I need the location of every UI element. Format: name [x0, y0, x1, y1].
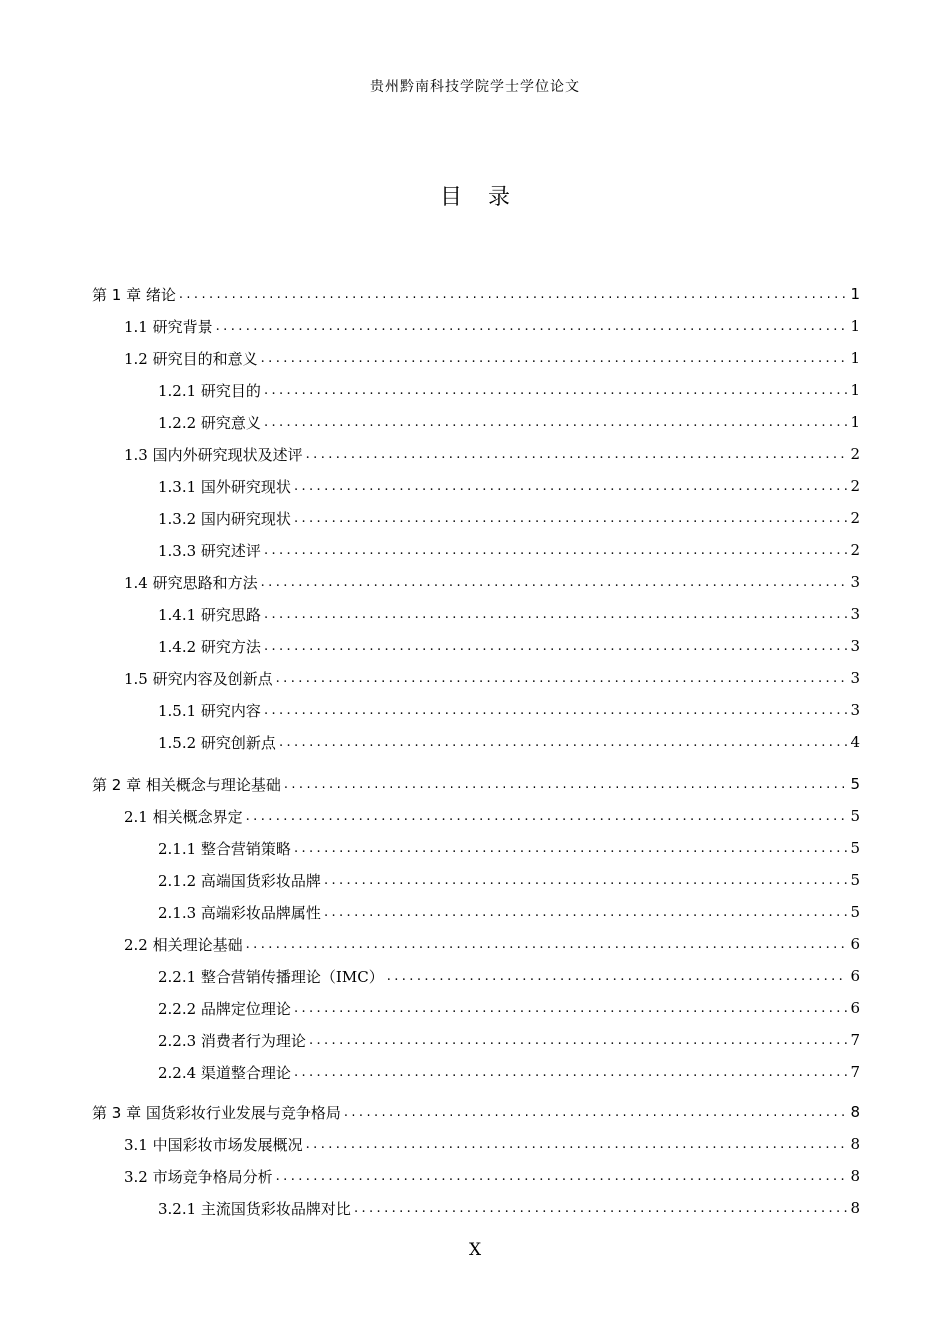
- toc-chapter-entry[interactable]: [92, 769, 860, 799]
- toc-entry-label: 1.4 研究思路和方法: [124, 573, 258, 592]
- toc-chapter-entry[interactable]: [92, 1097, 860, 1127]
- toc-section-entry[interactable]: [158, 961, 860, 991]
- toc-entry-label: 3.2.1 主流国货彩妆品牌对比: [158, 1199, 351, 1218]
- toc-entry-label: 2.1.3 高端彩妆品牌属性: [158, 903, 321, 922]
- toc-entry-label: 2.2 相关理论基础: [124, 935, 243, 954]
- toc-dot-leader: [264, 607, 848, 622]
- toc-dot-leader: [276, 671, 848, 686]
- toc-entry-label: 1.2.1 研究目的: [158, 381, 261, 400]
- toc-dot-leader: [264, 543, 848, 558]
- toc-entry-page-number: 2: [850, 509, 860, 527]
- toc-entry-label: 1.1 研究背景: [124, 317, 213, 336]
- toc-section-entry[interactable]: [124, 343, 860, 373]
- toc-entry-page-number: 2: [850, 541, 860, 559]
- toc-entry-label: 3.1 中国彩妆市场发展概况: [124, 1135, 303, 1154]
- toc-entry-label: 2.1 相关概念界定: [124, 807, 243, 826]
- toc-entry-label: 第 2 章 相关概念与理论基础: [92, 775, 281, 794]
- toc-entry-page-number: 5: [850, 775, 860, 793]
- toc-entry-page-number: 8: [850, 1135, 860, 1153]
- toc-entry-page-number: 3: [850, 637, 860, 655]
- toc-entry-page-number: 4: [850, 733, 860, 751]
- toc-section-entry[interactable]: [124, 663, 860, 693]
- toc-dot-leader: [294, 1001, 848, 1016]
- toc-section-entry[interactable]: [158, 375, 860, 405]
- toc-entry-label: 1.4.2 研究方法: [158, 637, 261, 656]
- toc-section-entry[interactable]: [124, 929, 860, 959]
- toc-dot-leader: [294, 841, 848, 856]
- toc-entry-page-number: 7: [850, 1031, 860, 1049]
- toc-entry-label: 第 1 章 绪论: [92, 285, 176, 304]
- toc-dot-leader: [294, 511, 848, 526]
- toc-section-entry[interactable]: [124, 439, 860, 469]
- toc-entry-label: 2.1.2 高端国货彩妆品牌: [158, 871, 321, 890]
- toc-entry-label: 1.5.2 研究创新点: [158, 733, 276, 752]
- toc-section-entry[interactable]: [124, 567, 860, 597]
- toc-section-entry[interactable]: [124, 311, 860, 341]
- toc-section-entry[interactable]: [158, 631, 860, 661]
- toc-entry-page-number: 1: [850, 285, 860, 303]
- toc-dot-leader: [264, 415, 848, 430]
- toc-section-entry[interactable]: [158, 993, 860, 1023]
- toc-entry-page-number: 1: [850, 413, 860, 431]
- toc-entry-page-number: 6: [850, 967, 860, 985]
- toc-entry-label: 第 3 章 国货彩妆行业发展与竞争格局: [92, 1103, 341, 1122]
- toc-dot-leader: [306, 1137, 848, 1152]
- toc-entry-label: 2.1.1 整合营销策略: [158, 839, 291, 858]
- toc-dot-leader: [246, 937, 848, 952]
- toc-section-entry[interactable]: [158, 535, 860, 565]
- toc-entry-label: 2.2.2 品牌定位理论: [158, 999, 291, 1018]
- toc-entry-page-number: 5: [850, 871, 860, 889]
- toc-dot-leader: [309, 1033, 848, 1048]
- toc-dot-leader: [246, 809, 848, 824]
- toc-entry-page-number: 6: [850, 935, 860, 953]
- toc-dot-leader: [344, 1105, 848, 1120]
- toc-entry-page-number: 8: [850, 1167, 860, 1185]
- toc-section-entry[interactable]: [124, 1129, 860, 1159]
- toc-dot-leader: [284, 777, 848, 792]
- toc-entry-page-number: 8: [850, 1103, 860, 1121]
- toc-entry-label: 1.5 研究内容及创新点: [124, 669, 273, 688]
- toc-dot-leader: [306, 447, 848, 462]
- toc-entry-page-number: 1: [850, 349, 860, 367]
- toc-section-entry[interactable]: [158, 1057, 860, 1087]
- toc-entry-label: 1.2 研究目的和意义: [124, 349, 258, 368]
- toc-section-entry[interactable]: [158, 471, 860, 501]
- toc-entry-label: 1.3.1 国外研究现状: [158, 477, 291, 496]
- toc-dot-leader: [179, 287, 848, 302]
- toc-dot-leader: [261, 575, 848, 590]
- toc-entry-label: 1.2.2 研究意义: [158, 413, 261, 432]
- toc-entry-page-number: 3: [850, 701, 860, 719]
- toc-dot-leader: [216, 319, 848, 334]
- toc-dot-leader: [294, 1065, 848, 1080]
- toc-section-entry[interactable]: [158, 1025, 860, 1055]
- toc-entry-page-number: 7: [850, 1063, 860, 1081]
- toc-section-entry[interactable]: [158, 897, 860, 927]
- toc-chapter-entry[interactable]: [92, 279, 860, 309]
- toc-section-entry[interactable]: [158, 695, 860, 725]
- toc-dot-leader: [264, 383, 848, 398]
- toc-entry-label: 2.2.1 整合营销传播理论（IMC）: [158, 967, 384, 986]
- toc-section-entry[interactable]: [124, 801, 860, 831]
- toc-section-entry[interactable]: [124, 1161, 860, 1191]
- toc-entry-page-number: 5: [850, 839, 860, 857]
- toc-entry-page-number: 3: [850, 605, 860, 623]
- toc-entry-label: 2.2.3 消费者行为理论: [158, 1031, 306, 1050]
- toc-entry-label: 1.3 国内外研究现状及述评: [124, 445, 303, 464]
- toc-section-entry[interactable]: [158, 865, 860, 895]
- toc-entry-label: 2.2.4 渠道整合理论: [158, 1063, 291, 1082]
- toc-entry-page-number: 5: [850, 807, 860, 825]
- toc-section-entry[interactable]: [158, 833, 860, 863]
- toc-entry-page-number: 3: [850, 669, 860, 687]
- toc-dot-leader: [354, 1201, 848, 1216]
- toc-entry-page-number: 1: [850, 381, 860, 399]
- toc-dot-leader: [387, 969, 848, 984]
- toc-section-entry[interactable]: [158, 599, 860, 629]
- toc-entry-page-number: 3: [850, 573, 860, 591]
- toc-entry-label: 1.3.3 研究述评: [158, 541, 261, 560]
- toc-dot-leader: [264, 703, 848, 718]
- toc-entry-page-number: 5: [850, 903, 860, 921]
- toc-section-entry[interactable]: [158, 1193, 860, 1223]
- toc-dot-leader: [324, 905, 848, 920]
- toc-dot-leader: [261, 351, 848, 366]
- toc-section-entry[interactable]: [158, 407, 860, 437]
- toc-entry-label: 1.5.1 研究内容: [158, 701, 261, 720]
- toc-title: 目录: [439, 185, 536, 210]
- toc-dot-leader: [264, 639, 848, 654]
- running-header: 贵州黔南科技学院学士学位论文: [370, 79, 580, 95]
- toc-entry-page-number: 6: [850, 999, 860, 1017]
- toc-entry-page-number: 8: [850, 1199, 860, 1217]
- toc-section-entry[interactable]: [158, 503, 860, 533]
- toc-entry-label: 1.4.1 研究思路: [158, 605, 261, 624]
- toc-dot-leader: [276, 1169, 848, 1184]
- toc-entry-page-number: 2: [850, 445, 860, 463]
- toc-entry-label: 3.2 市场竞争格局分析: [124, 1167, 273, 1186]
- toc-dot-leader: [294, 479, 848, 494]
- page-number: X: [468, 1240, 482, 1260]
- toc-dot-leader: [324, 873, 848, 888]
- toc-section-entry[interactable]: [158, 727, 860, 757]
- toc-dot-leader: [279, 735, 848, 750]
- toc-entry-label: 1.3.2 国内研究现状: [158, 509, 291, 528]
- toc-entry-page-number: 2: [850, 477, 860, 495]
- toc-entry-page-number: 1: [850, 317, 860, 335]
